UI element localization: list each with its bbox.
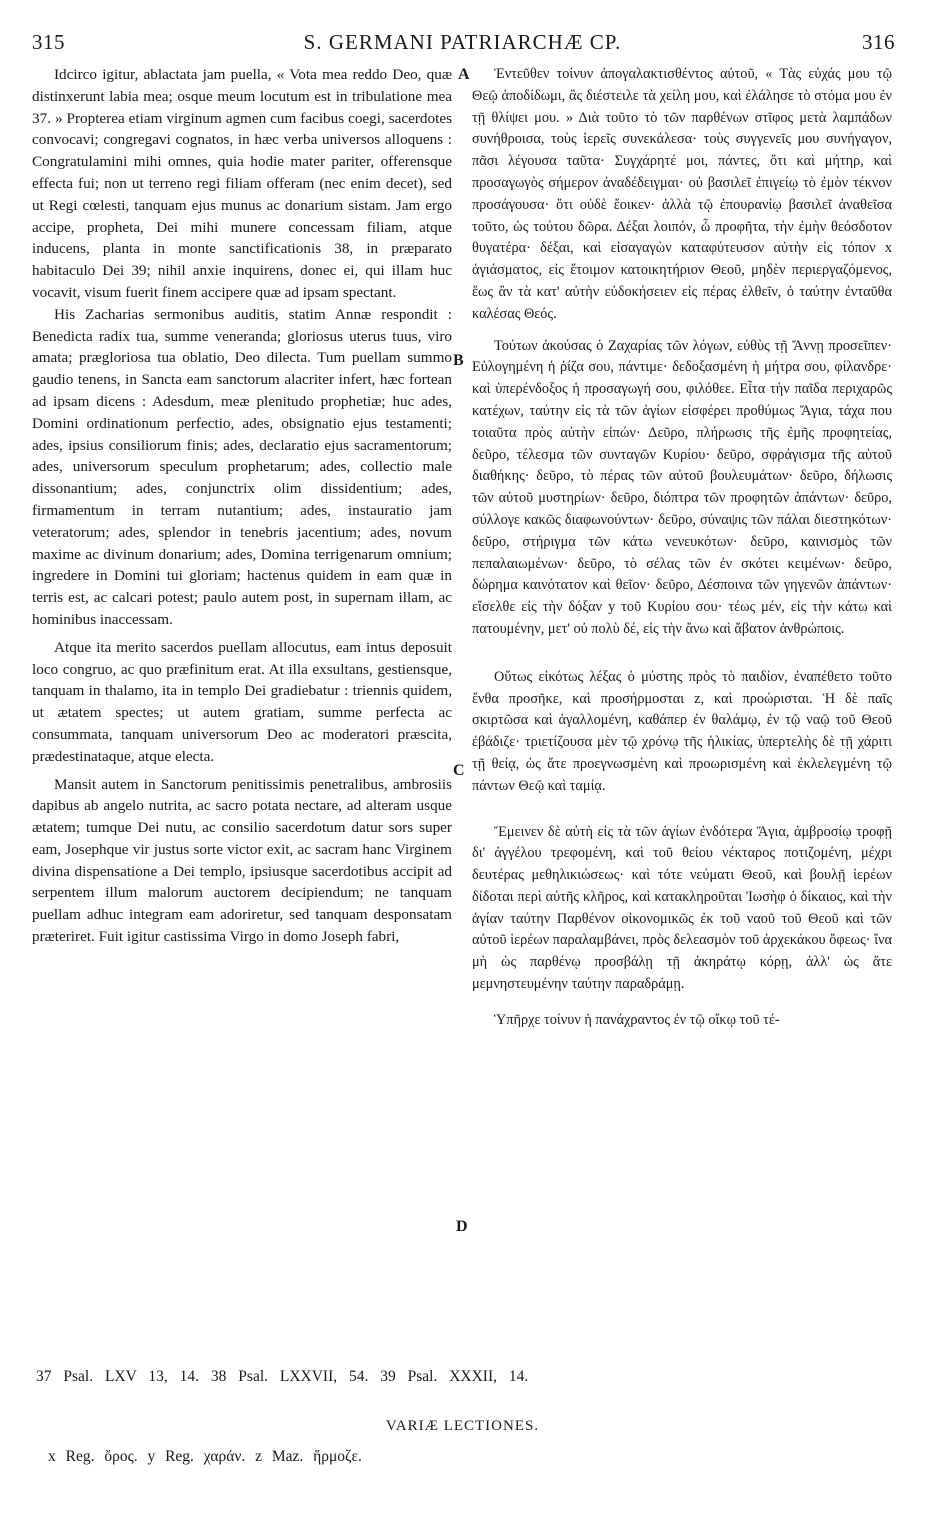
- margin-letter-d: D: [456, 1218, 468, 1235]
- greek-paragraph: Οὕτως εἰκότως λέξας ὁ μύστης πρὸς τὸ παιδίον, ἐναπέθετο τοῦτο ἔνθα προσῆκε, καὶ προσήρμοσται z, καὶ προώρισται. Ἡ δὲ παῖς σκιρτῶσα καὶ ἀγαλλομένη, καθάπερ ἐν θαλάμῳ, ἐν τῷ ναῷ τοῦ Θεοῦ ἐβάδιζε· τριετίζουσα μὲν τῷ χρόνῳ τῆς ἡλικίας, ὑπερτελὴς δὲ τῇ χάριτι τῇ θείᾳ, ὡς ἅτε προεγνωσμένη καὶ προωρισμένη καὶ ἐκλελεγμένη τῷ πάντων Θεῷ καὶ ταμίᾳ.: [472, 668, 892, 794]
- page-number-right: 316: [862, 30, 895, 54]
- running-title: S. GERMANI PATRIARCHÆ CP.: [303, 30, 622, 54]
- latin-paragraph: Atque ita merito sacerdos puellam allocutus, eam intus deposuit loco congruo, ac quo præfinitum erat. At illa exsultans, gestiensque, tanquam in thalamo, ita in templo Dei gradiebatur : triennis quidem, ut ætatem spectes; ut autem gratiam, summe perfecta ac consummata, tanquam universorum Deo ac moderatori præscita, prædestinataque, atque electa.: [32, 638, 452, 765]
- variae-lectiones-notes: x Reg. ὄρος. y Reg. χαράν. z Maz. ἥρμοζε.: [48, 1448, 362, 1465]
- latin-column: [32, 64, 452, 948]
- variae-lectiones-title: VARIÆ LECTIONES.: [385, 1418, 540, 1434]
- greek-paragraph: Ἔμεινεν δὲ αὐτὴ εἰς τὰ τῶν ἁγίων ἐνδότερα Ἅγια, ἀμβροσίῳ τροφῇ δι' ἀγγέλου τρεφομένη, καὶ τοῦ θείου νέκταρος ποτιζομένη, μέχρι δευτέρας μεθηλικιώσεως· καὶ τότε νεύματι Θεοῦ, καὶ βουλῇ ἱερέων δίδοται περὶ αὐτῆς κλῆρος, καὶ κατακληροῦται Ἰωσὴφ ὁ δίκαιος, καὶ τὴν ἁγίαν ταύτην Παρθένον οἰκονομικῶς ἐκ τοῦ ναοῦ τοῦ Θεοῦ καὶ τῶν αὐτοῦ ἱερέων παραλαμβάνει, πρὸς δελεασμὸν τοῦ ἀρχεκάκου ὄφεως· ἵνα μὴ ὡς παρθένῳ προσβάλῃ τῇ ἀκηράτῳ κόρῃ, ἀλλ' ὡς ἅτε μεμνηστευμένην ταύτην παραδράμῃ.: [472, 823, 892, 993]
- footnotes: 37 Psal. LXV 13, 14. 38 Psal. LXXVII, 54. 39 Psal. XXXII, 14.: [36, 1368, 529, 1385]
- latin-paragraph: Mansit autem in Sanctorum penitissimis penetralibus, ambrosiis dapibus ab angelo nutrita, ac sacro potata nectare, ad alteram usque ætatem; tumque Dei nutu, ac consilio sacerdotum datur sors super eam, Josephque vir justus sorte victor exit, ac sacram hanc Virginem divina dispensatione a Dei templo, ipsiusque sacerdotibus accipit ad serpentem illum malorum auctorem decipiendum; ne tanquam puellam adhuc integram eam adoriretur, sed tanquam desponsatam præteriret. Fuit igitur castissima Virgo in domo Joseph fabri,: [32, 775, 452, 946]
- margin-letter-b: B: [453, 352, 464, 369]
- latin-paragraph: His Zacharias sermonibus auditis, statim Annæ respondit : Benedicta radix tua, summe veneranda; gloriosus uterus tuus, viro amata; prægloriosa tua oblatio, Deo dilecta. Tum puellam summo gaudio tenens, in Sancta eam sanctorum alacriter infert, hæc fortean ad ipsam dicens : Adesdum, meæ plenitudo prophetiæ; huc ades, Domini ordinationum perfectio, ades, obsignatio ejus testamenti; ades, ipsius consiliorum finis; ades, declaratio ejus sacramentorum; ades, universorum speculum prophetarum; ades, collectio male dissonantium; ades, conjunctrix olim dissidentium; ades, firmamentum in terram nutantium; ades, instauratio jam veteratorum; ades, splendor in tenebris jacentium; ades, novum maxime ac divinum donarium; ades, Domina terrigenarum omnium; ingredere in Domini tui gloriam; hactenus quidem in eam quæ in terris est, ac calcari potest; paulo autem post, in supernam illam, ac hominibus inaccessam.: [32, 305, 452, 628]
- margin-letter-c: C: [453, 762, 465, 779]
- page-number-left: 315: [32, 30, 65, 54]
- greek-paragraph: Ὑπῆρχε τοίνυν ἡ πανάχραντος ἐν τῷ οἴκῳ τοῦ τέ-: [494, 1011, 780, 1028]
- margin-letter-a: A: [458, 66, 470, 83]
- greek-paragraph: Ἐντεῦθεν τοίνυν ἀπογαλακτισθέντος αὐτοῦ, « Τὰς εὐχάς μου τῷ Θεῷ ἀποδίδωμι, ἃς διέστειλε τὰ χείλη μου, καὶ ἐλάλησε τὸ στόμα μου ἐν τῇ θλίψει μου. » Διὰ τοῦτο τὸ τῶν παρθένων στῖφος μετὰ λαμπάδων συνήθροισα, τοὺς ἱερεῖς συνεκάλεσα· τοὺς συγγενεῖς μου συνήγαγον, πᾶσι λέγουσα ταῦτα· Συγχάρητέ μοι, πάντες, ὅτι καὶ μήτηρ, καὶ προσαγωγὸς σήμερον ἀναδέδειγμαι· οὐ βασιλεῖ ἐπιγείῳ τὸ ἐμὸν τέκνον προσάγουσα· ὅτι οὐδὲ ἔοικεν· ἀλλὰ τῷ ἐπουρανίῳ βασιλεῖ ἀναθεῖσα τοῦτο, ὡς τούτου δῶρα. Δέξαι λοιπόν, ὦ προφῆτα, τὴν ἐμὴν θεόσδοτον θυγατέρα· δέξαι, καὶ εἰσαγαγὼν καταφύτευσον αὐτὴν εἰς τόπον x ἁγιάσματος, εἰς ἕτοιμον κατοικητήριον Θεοῦ, μηδὲν περιεργαζόμενος, ἕως ἂν τὰ κατ' αὐτὴν εὐδοκήσειεν εἰς πέρας ἐλθεῖν, ὁ ταύτην ἐνταῦθα καλέσας Θεός.: [472, 66, 892, 322]
- greek-paragraph: Τούτων ἀκούσας ὁ Ζαχαρίας τῶν λόγων, εὐθὺς τῇ Ἄννῃ προσεῖπεν· Εὐλογημένη ἡ ῥίζα σου, πάντιμε· δεδοξασμένη ἡ μήτρα σου, φίλανδρε· καὶ ὑπερένδοξος ἡ προσαγωγή σου, φιλόθεε. Εἶτα τὴν παῖδα περιχαρῶς κατέχων, ταύτην εἰς τὰ τῶν ἁγίων εἰσφέρει προθύμως Ἅγια, τάχα που τοιαῦτα πρὸς αὐτὴν εἰπών· Δεῦρο, πλήρωσις τῆς ἐμῆς προφητείας, δεῦρο, τέλεσμα τῶν συνταγῶν Κυρίου· δεῦρο, σφράγισμα τῆς αὐτοῦ διαθήκης· δεῦρο, τὸ πέρας τῶν αὐτοῦ βουλευμάτων· δεῦρο, δήλωσις τῶν αὐτοῦ μυστηρίων· δεῦρο, διόπτρα τῶν προφητῶν ἁπάντων· δεῦρο, σύλλογε κακῶς διαφωνούντων· δεῦρο, σύναψις τῶν πάλαι διεστηκότων· δεῦρο, στήριγμα τῶν κάτω νενευκότων· δεῦρο, καινισμὸς τῶν πεπαλαιωμένων· δεῦρο, τὸ σέλας τῶν ἐν σκότει κειμένων· δεῦρο, δώρημα καινότατον καὶ θεῖον· δεῦρο, Δέσποινα τῶν γηγενῶν ἁπάντων· εἴσελθε εἰς τὴν δόξαν y τοῦ Κυρίου σου· τέως μέν, εἰς τὴν κάτω καὶ πατουμένην, μετ' οὐ πολὺ δέ, εἰς τὴν ἄνω καὶ ἄβατον ἀνθρώποις.: [472, 337, 892, 637]
- latin-paragraph: Idcirco igitur, ablactata jam puella, « Vota mea reddo Deo, quæ distinxerunt labia mea; osque meum locutum est in tribulatione mea 37. » Propterea etiam virginum agmen cum facibus coegi, sacerdotes convocavi; congregavi cognatos, in hæc verba universos alloquens : Congratulamini mihi omnes, quia hodie mater pariter, offerensque effecta fui; non ut terreno regi filiam offeram (nec enim decet), sed ut Regi cœlesti, tanquam ejus munus ac donarium sistam. Jam ergo accipe, propheta, Dei mihi munere concessam filiam, atque inducens, planta in monte sanctificationis 38, in præparato habitaculo Dei 39; nihil anxie inquirens, donec ei, qui illam huc vocavit, visum fuerit finem accipere quæ ad ipsam spectant.: [32, 66, 452, 301]
- greek-column: [472, 64, 892, 1032]
